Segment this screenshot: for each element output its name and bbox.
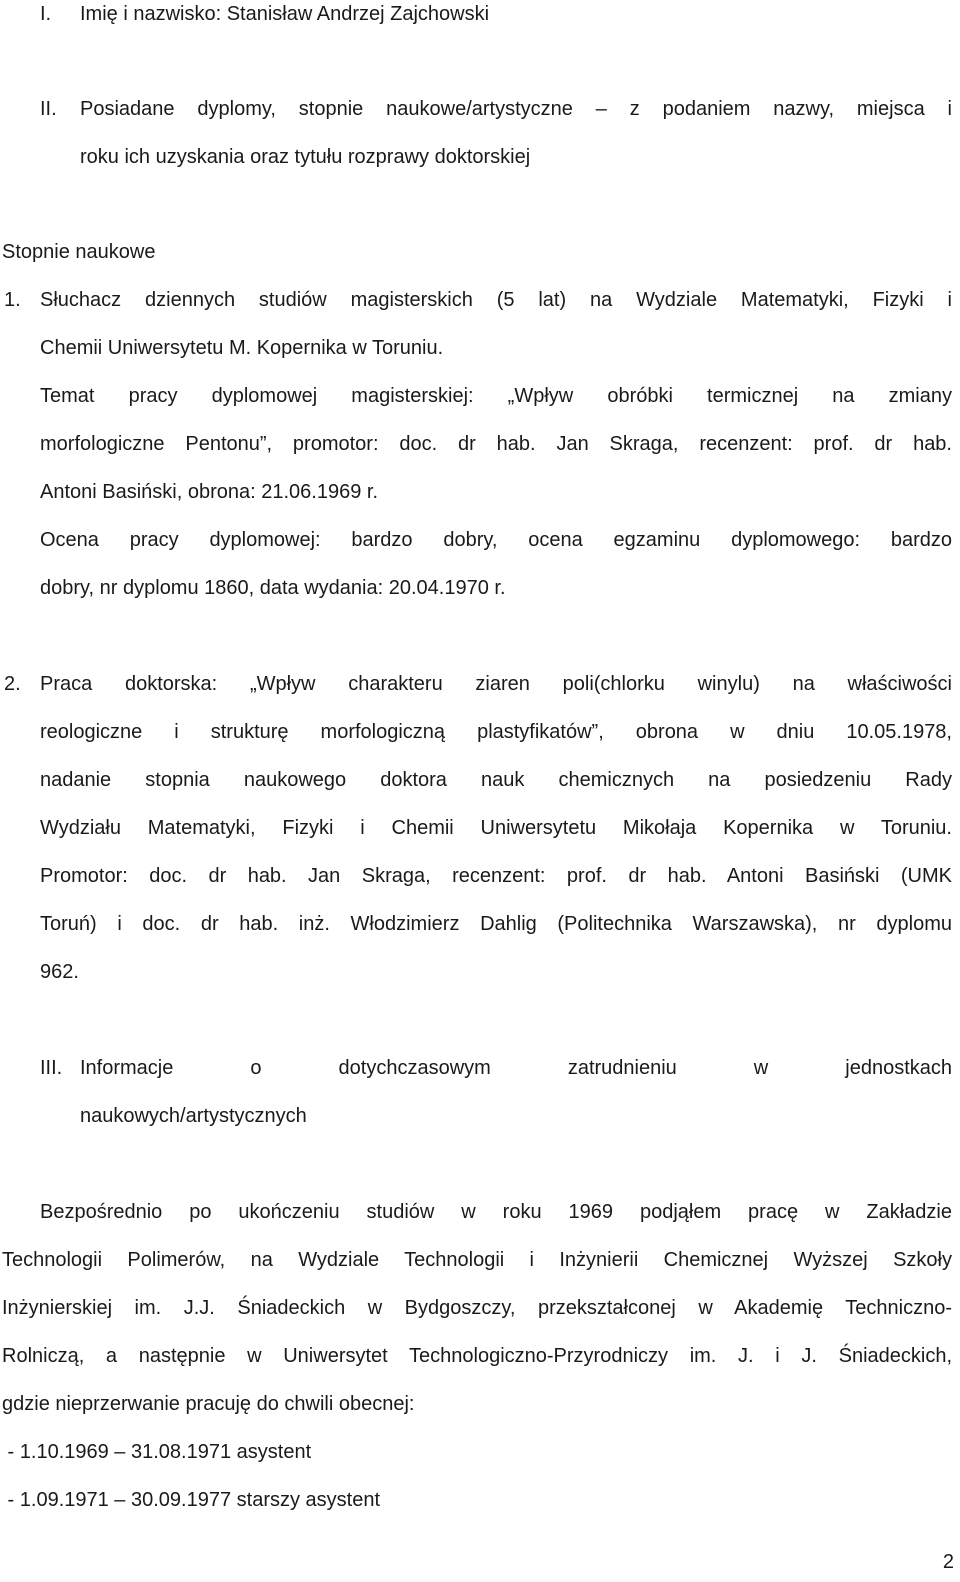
employment-line-1: Bezpośrednio po ukończeniu studiów w roku 1969 podjąłem pracę w Zakładzie bbox=[40, 1201, 952, 1223]
section-2-number: II. bbox=[40, 98, 57, 120]
degree-item-2-line-5: Promotor: doc. dr hab. Jan Skraga, recenzent: prof. dr hab. Antoni Basiński (UMK bbox=[40, 865, 952, 887]
degree-item-2-line-1: Praca doktorska: „Wpływ charakteru ziaren poli(chlorku winylu) na właściwości bbox=[40, 673, 952, 695]
page-number: 2 bbox=[942, 1551, 954, 1573]
degree-item-2-line-3: nadanie stopnia naukowego doktora nauk chemicznych na posiedzeniu Rady bbox=[40, 769, 952, 791]
degree-item-2-line-6: Toruń) i doc. dr hab. inż. Włodzimierz Dahlig (Politechnika Warszawska), nr dyplomu bbox=[40, 913, 952, 935]
position-item-1: - 1.10.1969 – 31.08.1971 asystent bbox=[2, 1441, 312, 1463]
section-1-number: I. bbox=[40, 3, 52, 25]
employment-line-3: Inżynierskiej im. J.J. Śniadeckich w Bydgoszczy, przekształconej w Akademię Techniczno- bbox=[2, 1297, 952, 1319]
section-3-number: III. bbox=[40, 1057, 63, 1079]
employment-line-2: Technologii Polimerów, na Wydziale Technologii i Inżynierii Chemicznej Wyższej Szkoły bbox=[2, 1249, 952, 1271]
degree-item-1-number: 1. bbox=[4, 289, 21, 311]
degree-item-2-line-4: Wydziału Matematyki, Fizyki i Chemii Uniwersytetu Mikołaja Kopernika w Toruniu. bbox=[40, 817, 952, 839]
employment-line-5: gdzie nieprzerwanie pracuję do chwili obecnej: bbox=[2, 1393, 415, 1415]
degree-item-1-line-4: morfologiczne Pentonu”, promotor: doc. dr hab. Jan Skraga, recenzent: prof. dr hab. bbox=[40, 433, 952, 455]
degree-item-1-line-1: Słuchacz dziennych studiów magisterskich (5 lat) na Wydziale Matematyki, Fizyki i bbox=[40, 289, 952, 311]
section-2-line-1: Posiadane dyplomy, stopnie naukowe/artystyczne – z podaniem nazwy, miejsca i bbox=[80, 98, 952, 120]
degree-item-1-line-7: dobry, nr dyplomu 1860, data wydania: 20.04.1970 r. bbox=[40, 577, 506, 599]
employment-line-4: Rolniczą, a następnie w Uniwersytet Technologiczno-Przyrodniczy im. J. i J. Śniadeckich, bbox=[2, 1345, 952, 1367]
degree-item-1-line-5: Antoni Basiński, obrona: 21.06.1969 r. bbox=[40, 481, 379, 503]
position-item-2: - 1.09.1971 – 30.09.1977 starszy asystent bbox=[2, 1489, 381, 1511]
degrees-heading: Stopnie naukowe bbox=[2, 241, 156, 263]
degree-item-2-line-7: 962. bbox=[40, 961, 79, 983]
section-2-line-2: roku ich uzyskania oraz tytułu rozprawy doktorskiej bbox=[80, 146, 531, 168]
degree-item-2-number: 2. bbox=[4, 673, 21, 695]
section-1-text: Imię i nazwisko: Stanisław Andrzej Zajchowski bbox=[80, 3, 490, 25]
degree-item-1-line-3: Temat pracy dyplomowej magisterskiej: „Wpływ obróbki termicznej na zmiany bbox=[40, 385, 952, 407]
section-3-line-1: Informacje o dotychczasowym zatrudnieniu w jednostkach bbox=[80, 1057, 952, 1079]
degree-item-1-line-2: Chemii Uniwersytetu M. Kopernika w Toruniu. bbox=[40, 337, 444, 359]
degree-item-2-line-2: reologiczne i strukturę morfologiczną plastyfikatów”, obrona w dniu 10.05.1978, bbox=[40, 721, 952, 743]
section-3-line-2: naukowych/artystycznych bbox=[80, 1105, 307, 1127]
degree-item-1-line-6: Ocena pracy dyplomowej: bardzo dobry, ocena egzaminu dyplomowego: bardzo bbox=[40, 529, 952, 551]
